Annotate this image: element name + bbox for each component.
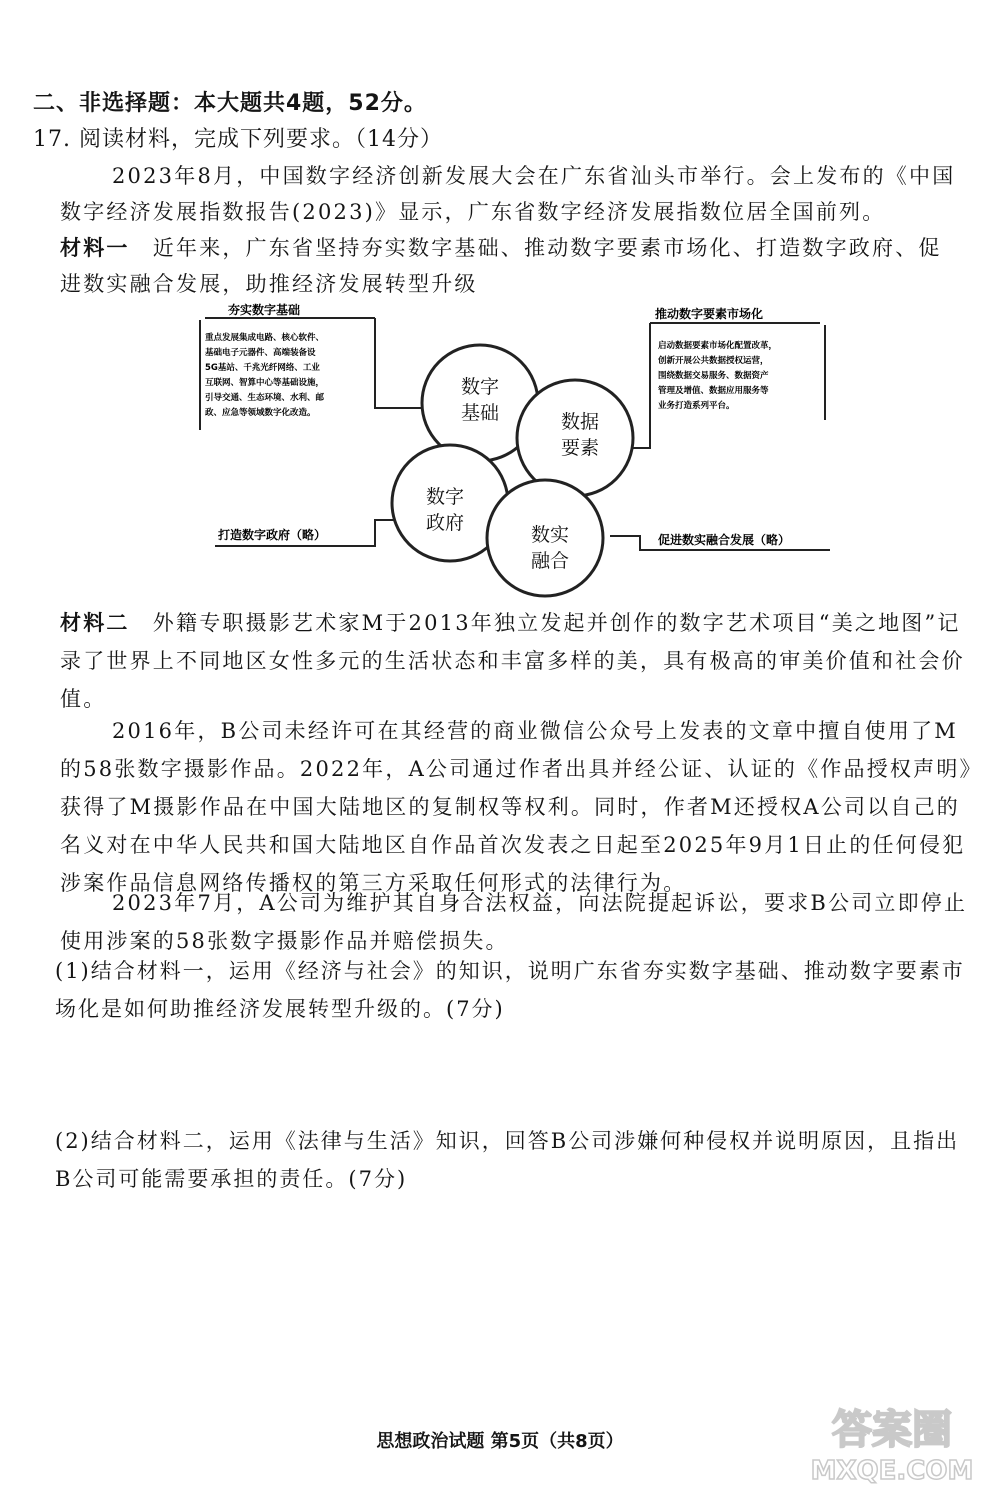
material-2-label: 材料二 [60,611,130,635]
watermark-bottom-text: MXQE.COM [810,1456,974,1486]
box-top-right-line: 业务打造系列平台。 [658,401,735,411]
material-2-paragraph-2: 2016年，B公司未经许可在其经营的商业微信公众号上发表的文章中擅自使用了M的58张数字摄影作品。2022年，A公司通过作者出具并经公证、认证的《作品授权声明》获得了M摄影作品在中国大陆地区的复制权等权利。同时，作者M还授权A公司以自己的名义对在中华人民共和国大陆地区自作品首次发表之日起至2025年9月1日止的任何侵犯涉案作品信息网络传播权的第三方采取任何形式的法律行为。 [60,719,973,895]
box-top-left-line: 互联网、智算中心等基础设施， [205,378,325,388]
circle-2-label-a: 数据 [560,411,600,433]
box-top-left-line: 重点发展集成电路、核心软件、 [205,333,325,343]
section-title: 二、非选择题：本大题共4题，52分。 [33,91,427,116]
circle-1-label-a: 数字 [460,376,500,398]
box-top-right-line: 管理及增值、数据应用服务等 [658,386,769,396]
watermark-logo [805,1395,980,1490]
box-top-left-line: 5G基站、千兆光纤网络、工业 [205,363,320,373]
material-1-label: 材料一 [60,236,130,260]
material-2-paragraph-3: 2023年7月，A公司为维护其自身合法权益，向法院提起诉讼，要求B公司立即停止使用涉案的58张数字摄影作品并赔偿损失。 [60,891,968,953]
circle-4-label-a: 数实 [530,524,570,546]
material-2-paragraph [60,604,975,718]
material-2-text: 外籍专职摄影艺术家M于2013年独立发起并创作的数字艺术项目“美之地图”记录了世界上不同地区女性多元的生活状态和丰富多样的美，具有极高的审美价值和社会价值。 [60,611,965,711]
material-1-text: 近年来，广东省坚持夯实数字基础、推动数字要素市场化、打造数字政府、促进数实融合发展，助推经济发展转型升级 [60,236,942,296]
circle-3-label-a: 数字 [425,486,465,508]
question-2: (2)结合材料二，运用《法律与生活》知识，回答B公司涉嫌何种侵权并说明原因，且指出B公司可能需要承担的责任。(7分) [55,1129,960,1191]
box-top-left-line: 政、应急等领域数字化改造。 [205,408,316,418]
material-1-paragraph [60,230,960,302]
page-footer: 思想政治试题 第5页（共8页） [376,1431,624,1452]
svg-text:重点发展集成电路、核心软件、 基础电子元器件、高端装 [204,332,327,418]
box-top-right-title: 推动数字要素市场化 [655,307,764,321]
svg-text:启动数据要素市场化配置改革， 创新开展公共数据授权运 [657,340,780,411]
circle-1-label-b: 基础 [460,402,500,424]
question-header: 17. 阅读材料，完成下列要求。（14分） [33,127,443,152]
circle-4-label-b: 融合 [530,550,570,572]
box-top-right-line: 围绕数据交易服务、数据资产 [658,371,769,381]
intro-paragraph: 2023年8月，中国数字经济创新发展大会在广东省汕头市举行。会上发布的《中国数字经济发展指数报告(2023)》显示，广东省数字经济发展指数位居全国前列。 [60,164,956,224]
box-top-right-line: 创新开展公共数据授权运营， [658,356,769,366]
box-top-left-line: 基础电子元器件、高端装备设 [205,348,316,358]
digital-economy-diagram [180,298,840,608]
box-bottom-right: 促进数实融合发展（略） [658,533,791,547]
box-top-right-line: 启动数据要素市场化配置改革， [658,341,778,351]
circle-3-label-b: 政府 [425,512,465,534]
box-top-left-title: 夯实数字基础 [228,303,301,317]
question-1: (1)结合材料一，运用《经济与社会》的知识，说明广东省夯实数字基础、推动数字要素市场化是如何助推经济发展转型升级的。(7分) [55,959,965,1021]
circle-2-label-b: 要素 [560,437,600,459]
box-top-left-line: 引导交通、生态环境、水利、邮 [205,393,325,403]
box-bottom-left: 打造数字政府（略） [218,528,327,542]
watermark-top-text: 答案圈 [832,1407,952,1453]
